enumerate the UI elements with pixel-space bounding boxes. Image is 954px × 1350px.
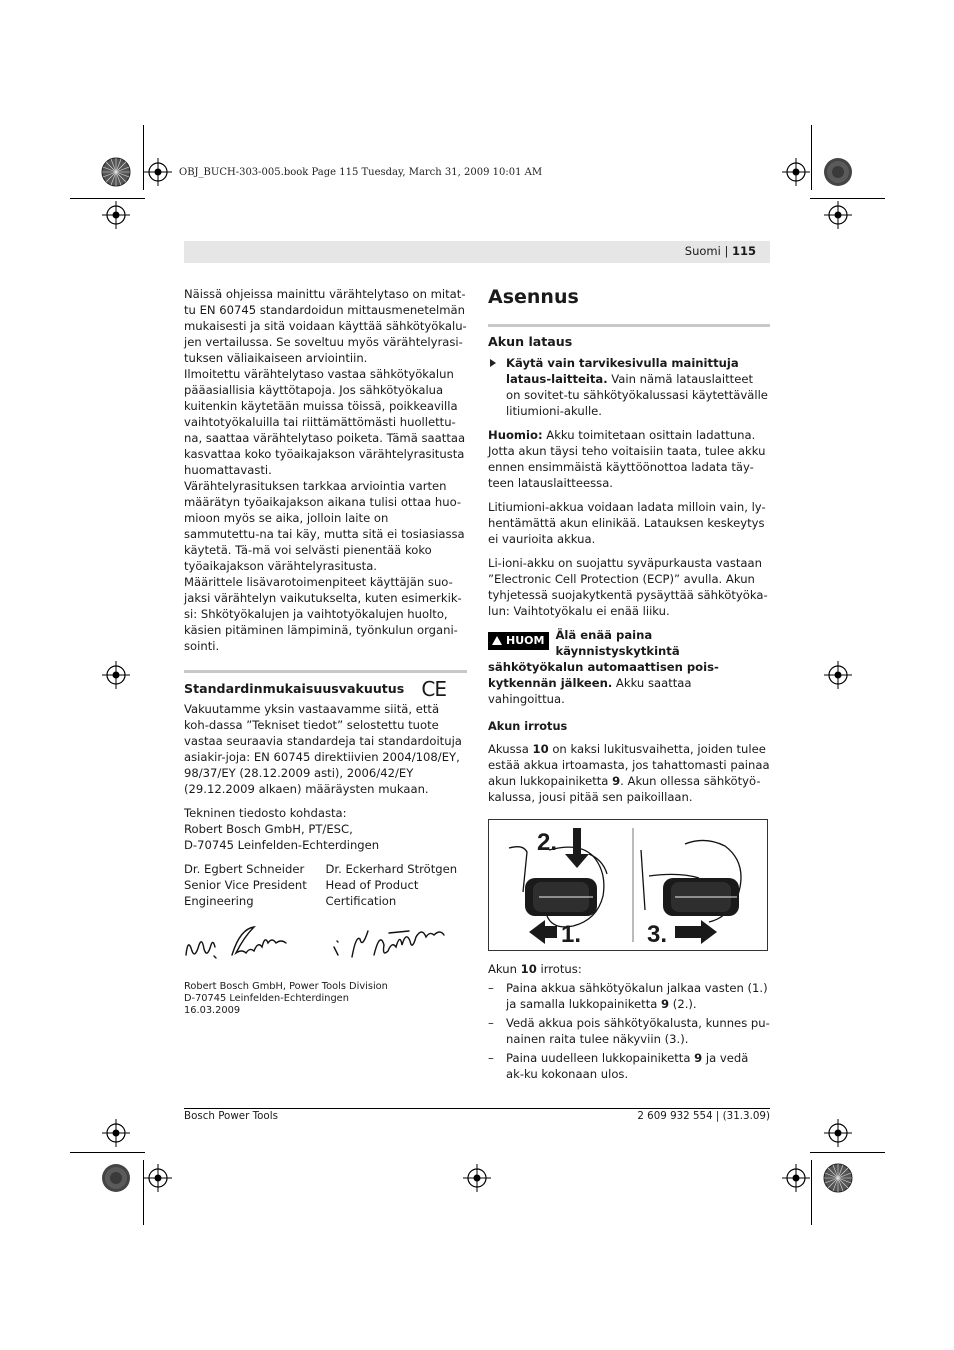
handwritten-signatures: [184, 919, 467, 969]
signatory-title: Senior Vice President: [184, 878, 307, 892]
registration-cross-icon: [102, 661, 130, 689]
removal-step: – Vedä akkua pois sähkötyökalusta, kunnes pu-nainen raita tulee näkyviin (3.).: [488, 1016, 770, 1046]
color-bar-icon: [824, 158, 852, 186]
vibration-paragraph: Ilmoitettu värähtelytaso vastaa sähkötyökalun pääasiallisia käyttötapoja. Jos sähkötyökalua kuitenkin käytetään muissa töissä, poikkeavilla vaihtotyökaluilla tai riittämättömästi huollettu-na, saattaa värähtelytaso poiketa. Tämä saattaa kasvattaa koko työaikajakson värähtelyrasitusta huomattavasti.: [184, 367, 466, 477]
footer-brand: Bosch Power Tools: [184, 1110, 278, 1122]
removal-heading: Akun irrotus: [488, 720, 568, 733]
color-bar-icon: [102, 1164, 130, 1192]
signatory-title: Engineering: [184, 894, 254, 908]
print-meta: OBJ_BUCH-303-005.book Page 115 Tuesday, March 31, 2009 10:01 AM: [179, 167, 543, 178]
signatory-name: Dr. Eckerhard Strötgen: [325, 862, 458, 876]
step-label: 3.: [647, 921, 668, 948]
registration-cross-icon: [782, 1164, 810, 1192]
step-label: 2.: [537, 829, 558, 856]
registration-cross-icon: [782, 158, 810, 186]
registration-cross-icon: [144, 1164, 172, 1192]
registration-cross-icon: [463, 1164, 491, 1192]
footer-doc-number: 2 609 932 554 | (31.3.09): [637, 1110, 770, 1122]
registration-cross-icon: [824, 661, 852, 689]
warning-triangle-icon: [492, 636, 502, 645]
warning-badge: HUOM: [488, 632, 549, 650]
left-column: [184, 286, 467, 1017]
tech-file-company: Robert Bosch GmbH, PT/ESC,: [184, 822, 353, 836]
section-rule: [488, 324, 770, 327]
issuer-address: D-70745 Leinfelden-Echterdingen: [184, 993, 349, 1004]
footer-rule: [184, 1108, 770, 1109]
registration-cross-icon: [102, 1119, 130, 1147]
color-bar-icon: [824, 1164, 852, 1192]
page-header: Suomi | 115: [184, 241, 770, 263]
liion-paragraph: Litiumioni-akkua voidaan ladata milloin vain, ly-hentämättä akun elinikää. Latauksen keskeytys ei vaurioita akkua.: [488, 500, 766, 546]
instruction-bullet: Käytä vain tarvikesivulla mainittuja lataus-laitteita. Vain nämä latauslaitteet on sovitet-tu sähkötyökalussasi käytettävälle litiumioni-akulle.: [488, 355, 770, 419]
removal-step: – Paina akkua sähkötyökalun jalkaa vasten (1.) ja samalla lukkopainiketta 9 (2.).: [488, 981, 768, 1011]
battery-removal-illustration: [489, 820, 767, 950]
issuer-date: 16.03.2009: [184, 1005, 241, 1016]
charging-heading: Akun lataus: [488, 334, 573, 349]
right-column: [488, 286, 770, 1082]
conformity-text: Vakuutamme yksin vastaavamme siitä, että koh-dassa ”Tekniset tiedot” selostettu tuote vastaa seuraavia standardeja tai standardoituja asiakir-joja: EN 60745 direktiivien 2004/108/EY, 98/37/EY (28.12.2009 asti), 2006/42/EY (29.12.2009 alkaen) määräysten mukaan.: [184, 702, 462, 796]
ecp-paragraph: Li-ioni-akku on suojattu syväpurkausta vastaan ”Electronic Cell Protection (ECP)” avulla. Akun tyhjetessä suojakytkentä pysäyttää sähkötyöka-lun: Vaihtotyökalu ei enää liiku.: [488, 556, 768, 618]
registration-cross-icon: [824, 1119, 852, 1147]
vibration-paragraph: Näissä ohjeissa mainittu värähtelytaso on mitat-tu EN 60745 standardoidun mittausmenetelmän mukaisesti ja sitä voidaan käyttää sähkötyökalu-jen vertailussa. Se soveltuu myös värähtelyrasi-tuksen väliaikaiseen arviointiin.: [184, 287, 467, 365]
figure-caption: Akun 10 irrotus:: [488, 962, 582, 976]
signatory-title: Head of Product: [325, 878, 419, 892]
tech-file-label: Tekninen tiedosto kohdasta:: [184, 806, 347, 820]
vibration-paragraph: Värähtelyrasituksen tarkkaa arviointia varten määrätyn työaikajakson aikana tulisi ottaa huo-mioon myös se aika, jolloin laite on sammutettu-na tai käy, mutta sitä ei tosiasiassa käytetä. Tä-mä voi selvästi pienentää koko työaikajakson värähtelyrasitusta.: [184, 479, 465, 573]
section-title: Asennus: [488, 286, 579, 308]
page-number: 115: [731, 244, 756, 258]
note-paragraph: Huomio: Akku toimitetaan osittain ladattuna. Jotta akun täysi teho voitaisiin taata, tulee akku ennen ensimmäistä käyttöönottoa ladata täy-teen latauslaitteessa.: [488, 428, 766, 490]
registration-cross-icon: [144, 158, 172, 186]
battery-removal-figure: [488, 819, 768, 951]
issuer-company: Robert Bosch GmbH, Power Tools Division: [184, 981, 388, 992]
signatories: [184, 861, 467, 909]
step-label: 1.: [561, 921, 582, 948]
registration-cross-icon: [102, 201, 130, 229]
tech-file-address: D-70745 Leinfelden-Echterdingen: [184, 838, 380, 852]
signatory-title: Certification: [325, 894, 397, 908]
conformity-heading: Standardinmukaisuusvakuutus: [184, 681, 405, 696]
warning-block: HUOM Älä enää paina käynnistyskytkintä sähkötyökalun automaattisen pois-kytkennän jälkeen. Akku saattaa vahingoittua.: [488, 628, 719, 706]
header-language: Suomi: [684, 244, 721, 258]
registration-cross-icon: [824, 201, 852, 229]
color-bar-icon: [102, 158, 130, 186]
ce-mark-icon: CE: [421, 677, 446, 701]
signatory-name: Dr. Egbert Schneider: [184, 862, 305, 876]
vibration-paragraph: Määrittele lisävarotoimenpiteet käyttäjän suo-jaksi värähtelyn vaikutukselta, kuten esimerkik-si: Shkötyökalujen ja vaihtotyökalujen huolto, käsien pitäminen lämpiminä, työnkulun organi-sointi.: [184, 575, 462, 653]
bullet-arrow-icon: [490, 359, 496, 367]
conformity-section: [184, 670, 467, 1017]
removal-paragraph: Akussa 10 on kaksi lukitusvaihetta, joiden tulee estää akkua irtoamasta, jos tahattomasti painaa akun lukkopainiketta 9. Akun ollessa sähkötyö-kalussa, jousi pitää sen paikoillaan.: [488, 742, 770, 804]
removal-step: – Paina uudelleen lukkopainiketta 9 ja vedä ak-ku kokonaan ulos.: [488, 1051, 749, 1081]
